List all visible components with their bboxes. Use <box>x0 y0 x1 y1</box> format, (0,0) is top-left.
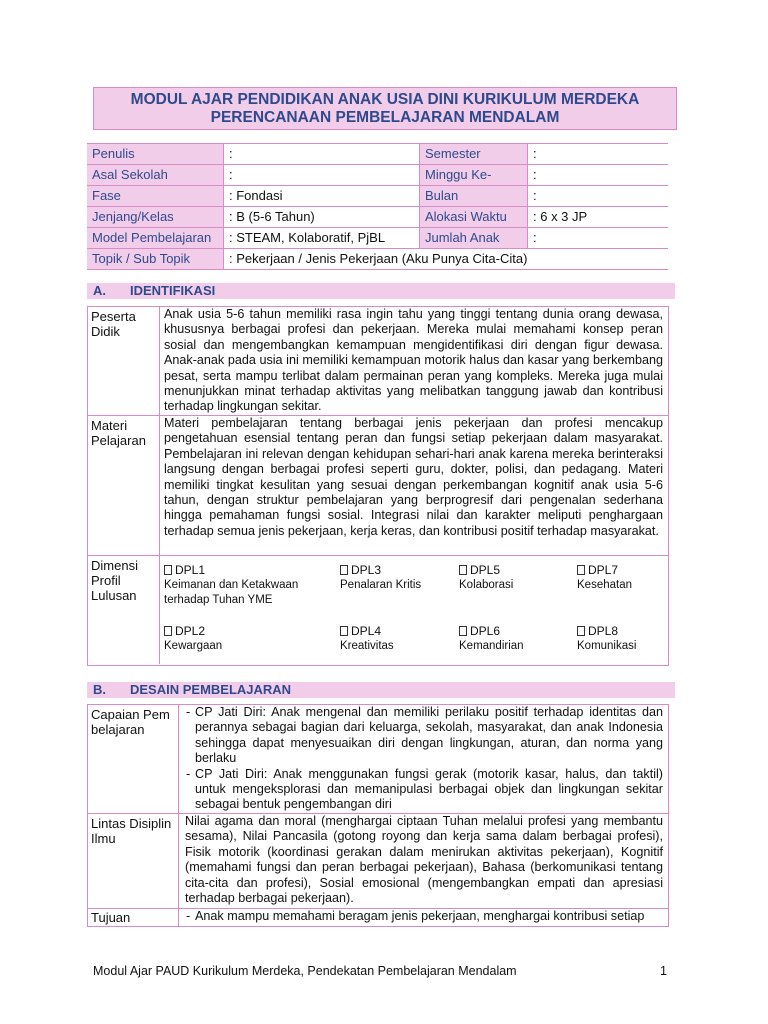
info-key: Alokasi Waktu <box>420 207 528 228</box>
checkbox-icon[interactable] <box>577 565 585 575</box>
dimensi-name: Kemandirian <box>459 640 524 652</box>
dimensi-code: DPL3 <box>351 563 382 577</box>
checkbox-icon[interactable] <box>459 626 467 636</box>
label-dimensi-profil: Dimensi Profil Lulusan <box>88 556 160 664</box>
dimensi-name: Kolaborasi <box>459 579 514 591</box>
info-key: Fase <box>87 186 224 207</box>
info-row-topik <box>87 249 668 270</box>
section-b-title: DESAIN PEMBELAJARAN <box>130 682 292 697</box>
info-key: Asal Sekolah <box>87 165 224 186</box>
info-table <box>87 143 668 270</box>
dimensi-code: DPL8 <box>588 624 619 638</box>
checkbox-icon[interactable] <box>340 626 348 636</box>
dimensi-item[interactable] <box>577 624 662 654</box>
row-materi-pelajaran <box>88 415 668 556</box>
dimensi-item[interactable] <box>340 563 450 593</box>
checkbox-icon[interactable] <box>164 565 172 575</box>
dimensi-code: DPL4 <box>351 624 382 638</box>
dimensi-item[interactable] <box>164 624 334 654</box>
info-key: Jenjang/Kelas <box>87 207 224 228</box>
section-b-header <box>87 682 675 698</box>
info-row <box>87 165 668 186</box>
document-title-box <box>93 87 677 130</box>
info-row <box>87 228 668 249</box>
dimensi-code: DPL6 <box>470 624 501 638</box>
checkbox-icon[interactable] <box>577 626 585 636</box>
footer-text: Modul Ajar PAUD Kurikulum Merdeka, Pendekatan Pembelajaran Mendalam <box>93 964 517 978</box>
capaian-list <box>179 705 668 813</box>
row-tujuan <box>88 908 668 927</box>
info-value[interactable]: : <box>528 228 669 249</box>
dimensi-item[interactable] <box>577 563 662 593</box>
info-key: Minggu Ke- <box>420 165 528 186</box>
info-key: Bulan <box>420 186 528 207</box>
page-number: 1 <box>660 964 667 978</box>
info-row <box>87 207 668 228</box>
text-peserta-didik: Anak usia 5-6 tahun memiliki rasa ingin tahu yang tinggi tentang dunia orang dewasa, khususnya berbagai profesi dan pekerjaan. Mereka mulai memahami konsep peran sosial dan mengembangkan kemampuan mengidentifikasi diri dengan figur dewasa. Anak-anak pada usia ini memiliki kemampuan motorik halus dan kasar yang berkembang pesat, serta mampu terlibat dalam permainan peran yang kompleks. Mereka juga mulai menunjukkan minat terhadap aktivitas yang melibatkan tanggung jawab dan kontribusi terhadap lingkungan sekitar. <box>164 307 663 414</box>
info-value[interactable]: : Fondasi <box>224 186 420 207</box>
capaian-item: - CP Jati Diri: Anak menggunakan fungsi gerak (motorik kasar, halus, dan taktil) untuk mengeksplorasi dan memanipulasi berbagai objek dan lingkungan sekitar sebagai bentuk pengembangan diri <box>184 767 663 813</box>
checkbox-icon[interactable] <box>459 565 467 575</box>
info-value[interactable]: : STEAM, Kolaboratif, PjBL <box>224 228 420 249</box>
section-a-header <box>87 283 675 299</box>
section-a-title: IDENTIFIKASI <box>130 283 216 298</box>
row-lintas-disiplin <box>88 813 668 909</box>
label-capaian: Capaian Pembelajaran <box>88 705 179 813</box>
checkbox-icon[interactable] <box>340 565 348 575</box>
dimensi-item[interactable] <box>340 624 450 654</box>
info-key: Penulis <box>87 144 224 165</box>
label-lintas-disiplin: Lintas Disiplin Ilmu <box>88 814 179 909</box>
dimensi-item[interactable] <box>459 624 569 654</box>
info-key: Model Pembelajaran <box>87 228 224 249</box>
desain-table <box>87 704 669 927</box>
dimensi-code: DPL1 <box>175 563 206 577</box>
info-value[interactable]: : 6 x 3 JP <box>528 207 669 228</box>
info-value-topik[interactable]: : Pekerjaan / Jenis Pekerjaan (Aku Punya Cita-Cita) <box>224 249 669 270</box>
text-materi-pelajaran: Materi pembelajaran tentang berbagai jenis pekerjaan dan profesi mencakup pengetahuan esensial tentang peran dan fungsi setiap pekerjaan dalam masyarakat. Pembelajaran ini relevan dengan kehidupan sehari-hari anak karena mereka berinteraksi langsung dengan berbagai profesi seperti guru, dokter, polisi, dan pedagang. Materi memiliki tingkat kesulitan yang sesuai dengan perkembangan kognitif anak usia 5-6 tahun, dengan struktur pembelajaran yang berprogresif dari pengenalan sederhana hingga pemahaman fungsi sosial. Integrasi nilai dan karakter meliputi penghargaan terhadap semua jenis pekerjaan, kerja keras, dan kontribusi positif terhadap masyarakat. <box>164 416 663 538</box>
info-key: Jumlah Anak <box>420 228 528 249</box>
label-materi-pelajaran: Materi Pelajaran <box>88 416 160 556</box>
info-value[interactable]: : <box>528 186 669 207</box>
section-a-number: A. <box>93 283 106 298</box>
dimensi-name: Kewargaan <box>164 640 223 652</box>
title-line-1: MODUL AJAR PENDIDIKAN ANAK USIA DINI KURIKULUM MERDEKA <box>130 91 640 108</box>
info-value[interactable]: : <box>224 144 420 165</box>
checkbox-icon[interactable] <box>164 626 172 636</box>
info-row <box>87 144 668 165</box>
dimensi-code: DPL5 <box>470 563 501 577</box>
row-peserta-didik <box>88 307 668 415</box>
dimensi-name: Keimanan dan Ketakwaan terhadap Tuhan YME <box>164 579 299 606</box>
section-b-number: B. <box>93 682 106 697</box>
info-key-topik: Topik / Sub Topik <box>87 249 224 270</box>
capaian-item: - CP Jati Diri: Anak mengenal dan memiliki perilaku positif terhadap identitas dan perannya sebagai bagian dari keluarga, sekolah, masyarakat, dan anak Indonesia sehingga dapat menyesuaikan diri dengan lingkungan, aturan, dan norma yang berlaku <box>184 705 663 767</box>
row-capaian <box>88 705 668 813</box>
title-line-2: PERENCANAAN PEMBELAJARAN MENDALAM <box>210 109 560 126</box>
label-tujuan: Tujuan <box>88 909 179 927</box>
tujuan-text-wrap <box>179 909 668 924</box>
info-key: Semester <box>420 144 528 165</box>
tujuan-item: - Anak mampu memahami beragam jenis pekerjaan, menghargai kontribusi setiap <box>184 909 663 924</box>
dimensi-item[interactable] <box>459 563 569 593</box>
info-row <box>87 186 668 207</box>
label-peserta-didik: Peserta Didik <box>88 307 160 415</box>
dimensi-code: DPL2 <box>175 624 206 638</box>
row-dimensi-profil <box>88 555 668 664</box>
info-value[interactable]: : <box>528 165 669 186</box>
dimensi-name: Kesehatan <box>577 579 632 591</box>
identifikasi-table <box>87 306 669 666</box>
dimensi-name: Komunikasi <box>577 640 637 652</box>
dimensi-code: DPL7 <box>588 563 619 577</box>
dimensi-name: Penalaran Kritis <box>340 579 422 591</box>
dimensi-item[interactable] <box>164 563 334 608</box>
info-value[interactable]: : <box>224 165 420 186</box>
info-value[interactable]: : <box>528 144 669 165</box>
text-lintas-disiplin: Nilai agama dan moral (menghargai ciptaan Tuhan melalui profesi yang membantu sesama), Nilai Pancasila (gotong royong dan kerja sama dalam berbagai profesi), Fisik motorik (koordinasi gerakan dalam menirukan aktivitas pekerjaan), Kognitif (memahami fungsi dan peran berbagai pekerjaan), Bahasa (berkomunikasi tentang cita-cita dan profesi), Sosial emosional (mengembangkan empati dan apresiasi terhadap berbagai pekerjaan). <box>185 814 663 906</box>
info-value[interactable]: : B (5-6 Tahun) <box>224 207 420 228</box>
dimensi-name: Kreativitas <box>340 640 394 652</box>
